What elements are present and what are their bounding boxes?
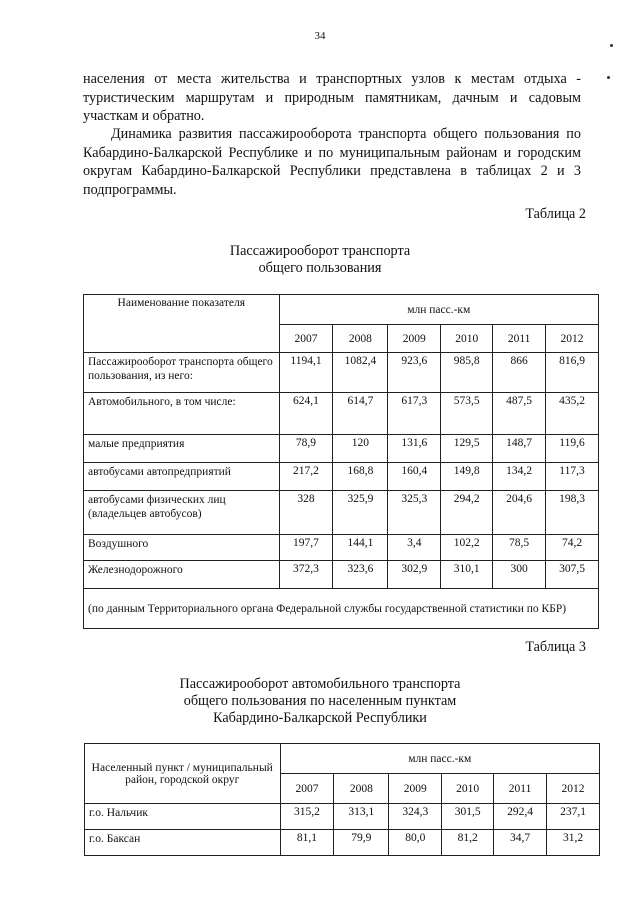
- value-cell: 149,8: [441, 463, 493, 491]
- table-2-header-name: Наименование показателя: [84, 295, 280, 353]
- value-cell: 120: [333, 435, 388, 463]
- table-2: [83, 294, 599, 629]
- year-cell: 2012: [546, 325, 599, 353]
- year-cell: 2010: [442, 774, 494, 804]
- table-row: [84, 491, 599, 535]
- table-2-title-line: общего пользования: [258, 260, 382, 276]
- value-cell: 1194,1: [279, 353, 333, 393]
- table-3-label: Таблица 3: [525, 639, 586, 655]
- year-cell: 2007: [280, 774, 334, 804]
- value-cell: 80,0: [389, 830, 442, 856]
- row-name: малые предприятия: [84, 435, 280, 463]
- value-cell: 313,1: [334, 804, 389, 830]
- value-cell: 328: [279, 491, 333, 535]
- row-name: Железнодорожного: [84, 561, 280, 589]
- paragraph-2: Динамика развития пассажирооборота транспорта общего пользования по Кабардино-Балкарской Республике и по муниципальным районам и городским округам Кабардино-Балкарской Республики представлена в таблицах 2 и 3 подпрограммы.: [83, 126, 581, 198]
- paragraph-1: населения от места жительства и транспортных узлов к местам отдыха - туристическим маршрутам и природным памятникам, дачным и садовым участкам и обратно.: [83, 71, 581, 124]
- value-cell: 119,6: [546, 435, 599, 463]
- value-cell: 372,3: [279, 561, 333, 589]
- value-cell: 168,8: [333, 463, 388, 491]
- table-2-title: [0, 243, 640, 277]
- value-cell: 614,7: [333, 393, 388, 435]
- table-3-title: [0, 676, 640, 727]
- table-3-title-line: Кабардино-Балкарской Республики: [213, 710, 427, 726]
- value-cell: 81,2: [442, 830, 494, 856]
- table-3-title-line: Пассажирооборот автомобильного транспорта: [179, 676, 461, 692]
- value-cell: 294,2: [441, 491, 493, 535]
- value-cell: 985,8: [441, 353, 493, 393]
- value-cell: 325,9: [333, 491, 388, 535]
- value-cell: 217,2: [279, 463, 333, 491]
- value-cell: 435,2: [546, 393, 599, 435]
- value-cell: 816,9: [546, 353, 599, 393]
- value-cell: 79,9: [334, 830, 389, 856]
- year-cell: 2008: [334, 774, 389, 804]
- value-cell: 323,6: [333, 561, 388, 589]
- table-row: [84, 463, 599, 491]
- value-cell: 144,1: [333, 535, 388, 561]
- value-cell: 866: [493, 353, 546, 393]
- value-cell: 292,4: [494, 804, 547, 830]
- value-cell: 34,7: [494, 830, 547, 856]
- row-name: г.о. Нальчик: [85, 804, 281, 830]
- year-cell: 2007: [279, 325, 333, 353]
- table-row: [84, 435, 599, 463]
- value-cell: 302,9: [388, 561, 441, 589]
- value-cell: 117,3: [546, 463, 599, 491]
- value-cell: 1082,4: [333, 353, 388, 393]
- value-cell: 307,5: [546, 561, 599, 589]
- value-cell: 78,5: [493, 535, 546, 561]
- table-row: [84, 535, 599, 561]
- row-name: Автомобильного, в том числе:: [84, 393, 280, 435]
- year-cell: 2011: [493, 325, 546, 353]
- value-cell: 310,1: [441, 561, 493, 589]
- table-2-source-note: (по данным Территориального органа Федеральной службы государственной статистики по КБР): [84, 589, 599, 629]
- value-cell: 131,6: [388, 435, 441, 463]
- scan-speck: [607, 76, 610, 79]
- table-row: [85, 804, 600, 830]
- value-cell: 573,5: [441, 393, 493, 435]
- value-cell: 148,7: [493, 435, 546, 463]
- value-cell: 197,7: [279, 535, 333, 561]
- value-cell: 617,3: [388, 393, 441, 435]
- value-cell: 624,1: [279, 393, 333, 435]
- value-cell: 160,4: [388, 463, 441, 491]
- year-cell: 2009: [388, 325, 441, 353]
- table-3-title-line: общего пользования по населенным пунктам: [183, 693, 457, 709]
- value-cell: 300: [493, 561, 546, 589]
- year-cell: 2012: [547, 774, 600, 804]
- value-cell: 204,6: [493, 491, 546, 535]
- value-cell: 301,5: [442, 804, 494, 830]
- value-cell: 102,2: [441, 535, 493, 561]
- year-cell: 2008: [333, 325, 388, 353]
- table-row: [85, 830, 600, 856]
- value-cell: 78,9: [279, 435, 333, 463]
- value-cell: 237,1: [547, 804, 600, 830]
- table-row: [84, 561, 599, 589]
- value-cell: 31,2: [547, 830, 600, 856]
- value-cell: 3,4: [388, 535, 441, 561]
- table-2-label: Таблица 2: [525, 206, 586, 222]
- scan-speck: [610, 44, 613, 47]
- year-cell: 2011: [494, 774, 547, 804]
- row-name: г.о. Баксан: [85, 830, 281, 856]
- table-2-title-line: Пассажирооборот транспорта: [229, 243, 411, 259]
- table-3-header-name: Населенный пункт / муниципальный район, городской округ: [85, 744, 281, 804]
- table-row: [84, 393, 599, 435]
- row-name: Пассажирооборот транспорта общего пользования, из него:: [84, 353, 280, 393]
- table-2-unit-header: млн пасс.-км: [279, 295, 598, 325]
- table-3-unit-header: млн пасс.-км: [280, 744, 600, 774]
- value-cell: 315,2: [280, 804, 334, 830]
- value-cell: 134,2: [493, 463, 546, 491]
- year-cell: 2010: [441, 325, 493, 353]
- table-3: [84, 743, 600, 856]
- year-cell: 2009: [389, 774, 442, 804]
- row-name: автобусами автопредприятий: [84, 463, 280, 491]
- value-cell: 129,5: [441, 435, 493, 463]
- value-cell: 487,5: [493, 393, 546, 435]
- value-cell: 198,3: [546, 491, 599, 535]
- row-name: автобусами физических лиц (владельцев автобусов): [84, 491, 280, 535]
- page-number: 34: [314, 30, 326, 42]
- value-cell: 74,2: [546, 535, 599, 561]
- value-cell: 81,1: [280, 830, 334, 856]
- row-name: Воздушного: [84, 535, 280, 561]
- value-cell: 325,3: [388, 491, 441, 535]
- table-row: [84, 353, 599, 393]
- value-cell: 923,6: [388, 353, 441, 393]
- value-cell: 324,3: [389, 804, 442, 830]
